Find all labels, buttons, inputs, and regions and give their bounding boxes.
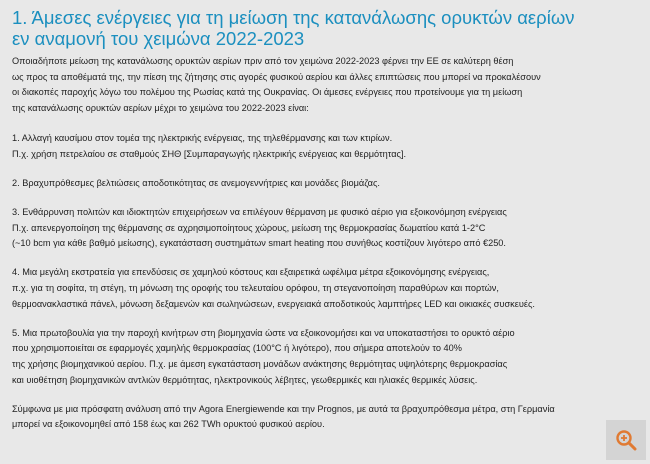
measure-item-3: [12, 205, 632, 252]
conclusion-paragraph: [12, 402, 632, 433]
intro-line: Οποιαδήποτε μείωση της κατανάλωσης ορυκτών αερίων πριν από τον χειμώνα 2022-2023 φέρνει την ΕΕ σε καλύτερη θέση: [12, 56, 514, 66]
measure-line: π.χ. για τη σοφίτα, τη στέγη, τη μόνωση της οροφής του τελευταίου ορόφου, τη στεγανοποίηση παραθύρων και πορτών,: [12, 283, 499, 294]
intro-paragraph: [12, 54, 632, 116]
measure-line: 2. Βραχυπρόθεσμες βελτιώσεις αποδοτικότητας σε ανεμογεννήτριες και μονάδες βιομάζας.: [12, 178, 380, 189]
measure-line: Π.χ. χρήση πετρελαίου σε σταθμούς ΣΗΘ [Συμπαραγωγής ηλεκτρικής ενέργειας και θερμότητας].: [12, 148, 407, 159]
measure-line: Π.χ. απενεργοποίηση της θέρμανσης σε αχρησιμοποίητους χώρους, μείωση της θερμοκρασίας δωματίου κατά 1-2°C: [12, 222, 486, 233]
intro-line: οι διακοπές παροχής λόγω του πολέμου της Ρωσίας κατά της Ουκρανίας. Οι άμεσες ενέργειες που προτείνουμε για τη μείωση: [12, 87, 523, 98]
title-line-1: 1. Άμεσες ενέργειες για τη μείωση της κατανάλωσης ορυκτών αερίων: [12, 7, 575, 28]
zoom-button[interactable]: [606, 420, 646, 460]
conclusion-line: μπορεί να εξοικονομηθεί από 158 έως και 262 TWh ορυκτού φυσικού αερίου.: [12, 419, 325, 430]
measure-line: 3. Ενθάρρυνση πολιτών και ιδιοκτητών επιχειρήσεων να επιλέγουν θέρμανση με φυσικό αέριο για εξοικονόμηση ενέργειας: [12, 207, 507, 218]
measure-line: που χρησιμοποιείται σε εφαρμογές χαμηλής θερμοκρασίας (100°C ή λιγότερο), που σήμερα αποτελούν το 40%: [12, 343, 462, 354]
measure-item-4: [12, 265, 632, 312]
measure-line: 5. Μια πρωτοβουλία για την παροχή κινήτρων στη βιομηχανία ώστε να εξοικονομήσει και να υποκαταστήσει το ορυκτό αέριο: [12, 327, 515, 338]
zoom-in-icon: [615, 429, 637, 451]
measure-line: και υιοθέτηση βιομηχανικών αντλιών θερμότητας, ηλεκτρονικούς λέβητες, γεωθερμικές και ηλιακές θερμικές λύσεις.: [12, 374, 478, 385]
conclusion-line: Σύμφωνα με μια πρόσφατη ανάλυση από την Agora Energiewende και την Prognos, με αυτά τα βραχυπρόθεσμα μέτρα, στη Γερμανία: [12, 403, 555, 414]
measure-line: της χρήσης βιομηχανικού αερίου. Π.χ. με άμεση εγκατάσταση μονάδων ανάκτησης θερμότητας υψηλότερης θερμοκρασίας: [12, 358, 508, 369]
intro-line: της κατανάλωσης ορυκτών αερίων μέχρι το χειμώνα του 2022-2023 είναι:: [12, 102, 309, 113]
measure-line: 4. Μια μεγάλη εκστρατεία για επενδύσεις σε χαμηλού κόστους και εξαιρετικά ωφέλιμα μέτρα εξοικονόμησης ενέργειας,: [12, 267, 490, 278]
measure-item-5: [12, 326, 632, 388]
measure-item-2: [12, 176, 632, 192]
intro-line: ως προς τα αποθέματά της, την πίεση της ζήτησης στις αγορές φυσικού αερίου και άλλες επιπτώσεις που μπορεί να προκαλέσουν: [12, 71, 541, 82]
measure-line: (~10 bcm για κάθε βαθμό μείωσης), εγκατάσταση συστημάτων smart heating που συνήθως κοστίζουν λιγότερο από €250.: [12, 238, 506, 249]
measure-line: θερμοανακλαστικά πάνελ, μόνωση δεξαμενών και σωληνώσεων, ενεργειακά αποδοτικούς λαμπτήρες LED και οικιακές συσκευές.: [12, 298, 535, 309]
measure-item-1: [12, 131, 632, 162]
title-line-2: εν αναμονή του χειμώνα 2022-2023: [12, 28, 305, 49]
measure-line: 1. Αλλαγή καυσίμου στον τομέα της ηλεκτρικής ενέργειας, της τηλεθέρμανσης και των κτιρίων.: [12, 133, 393, 144]
article-body: [12, 54, 632, 446]
page-title: [12, 7, 612, 49]
